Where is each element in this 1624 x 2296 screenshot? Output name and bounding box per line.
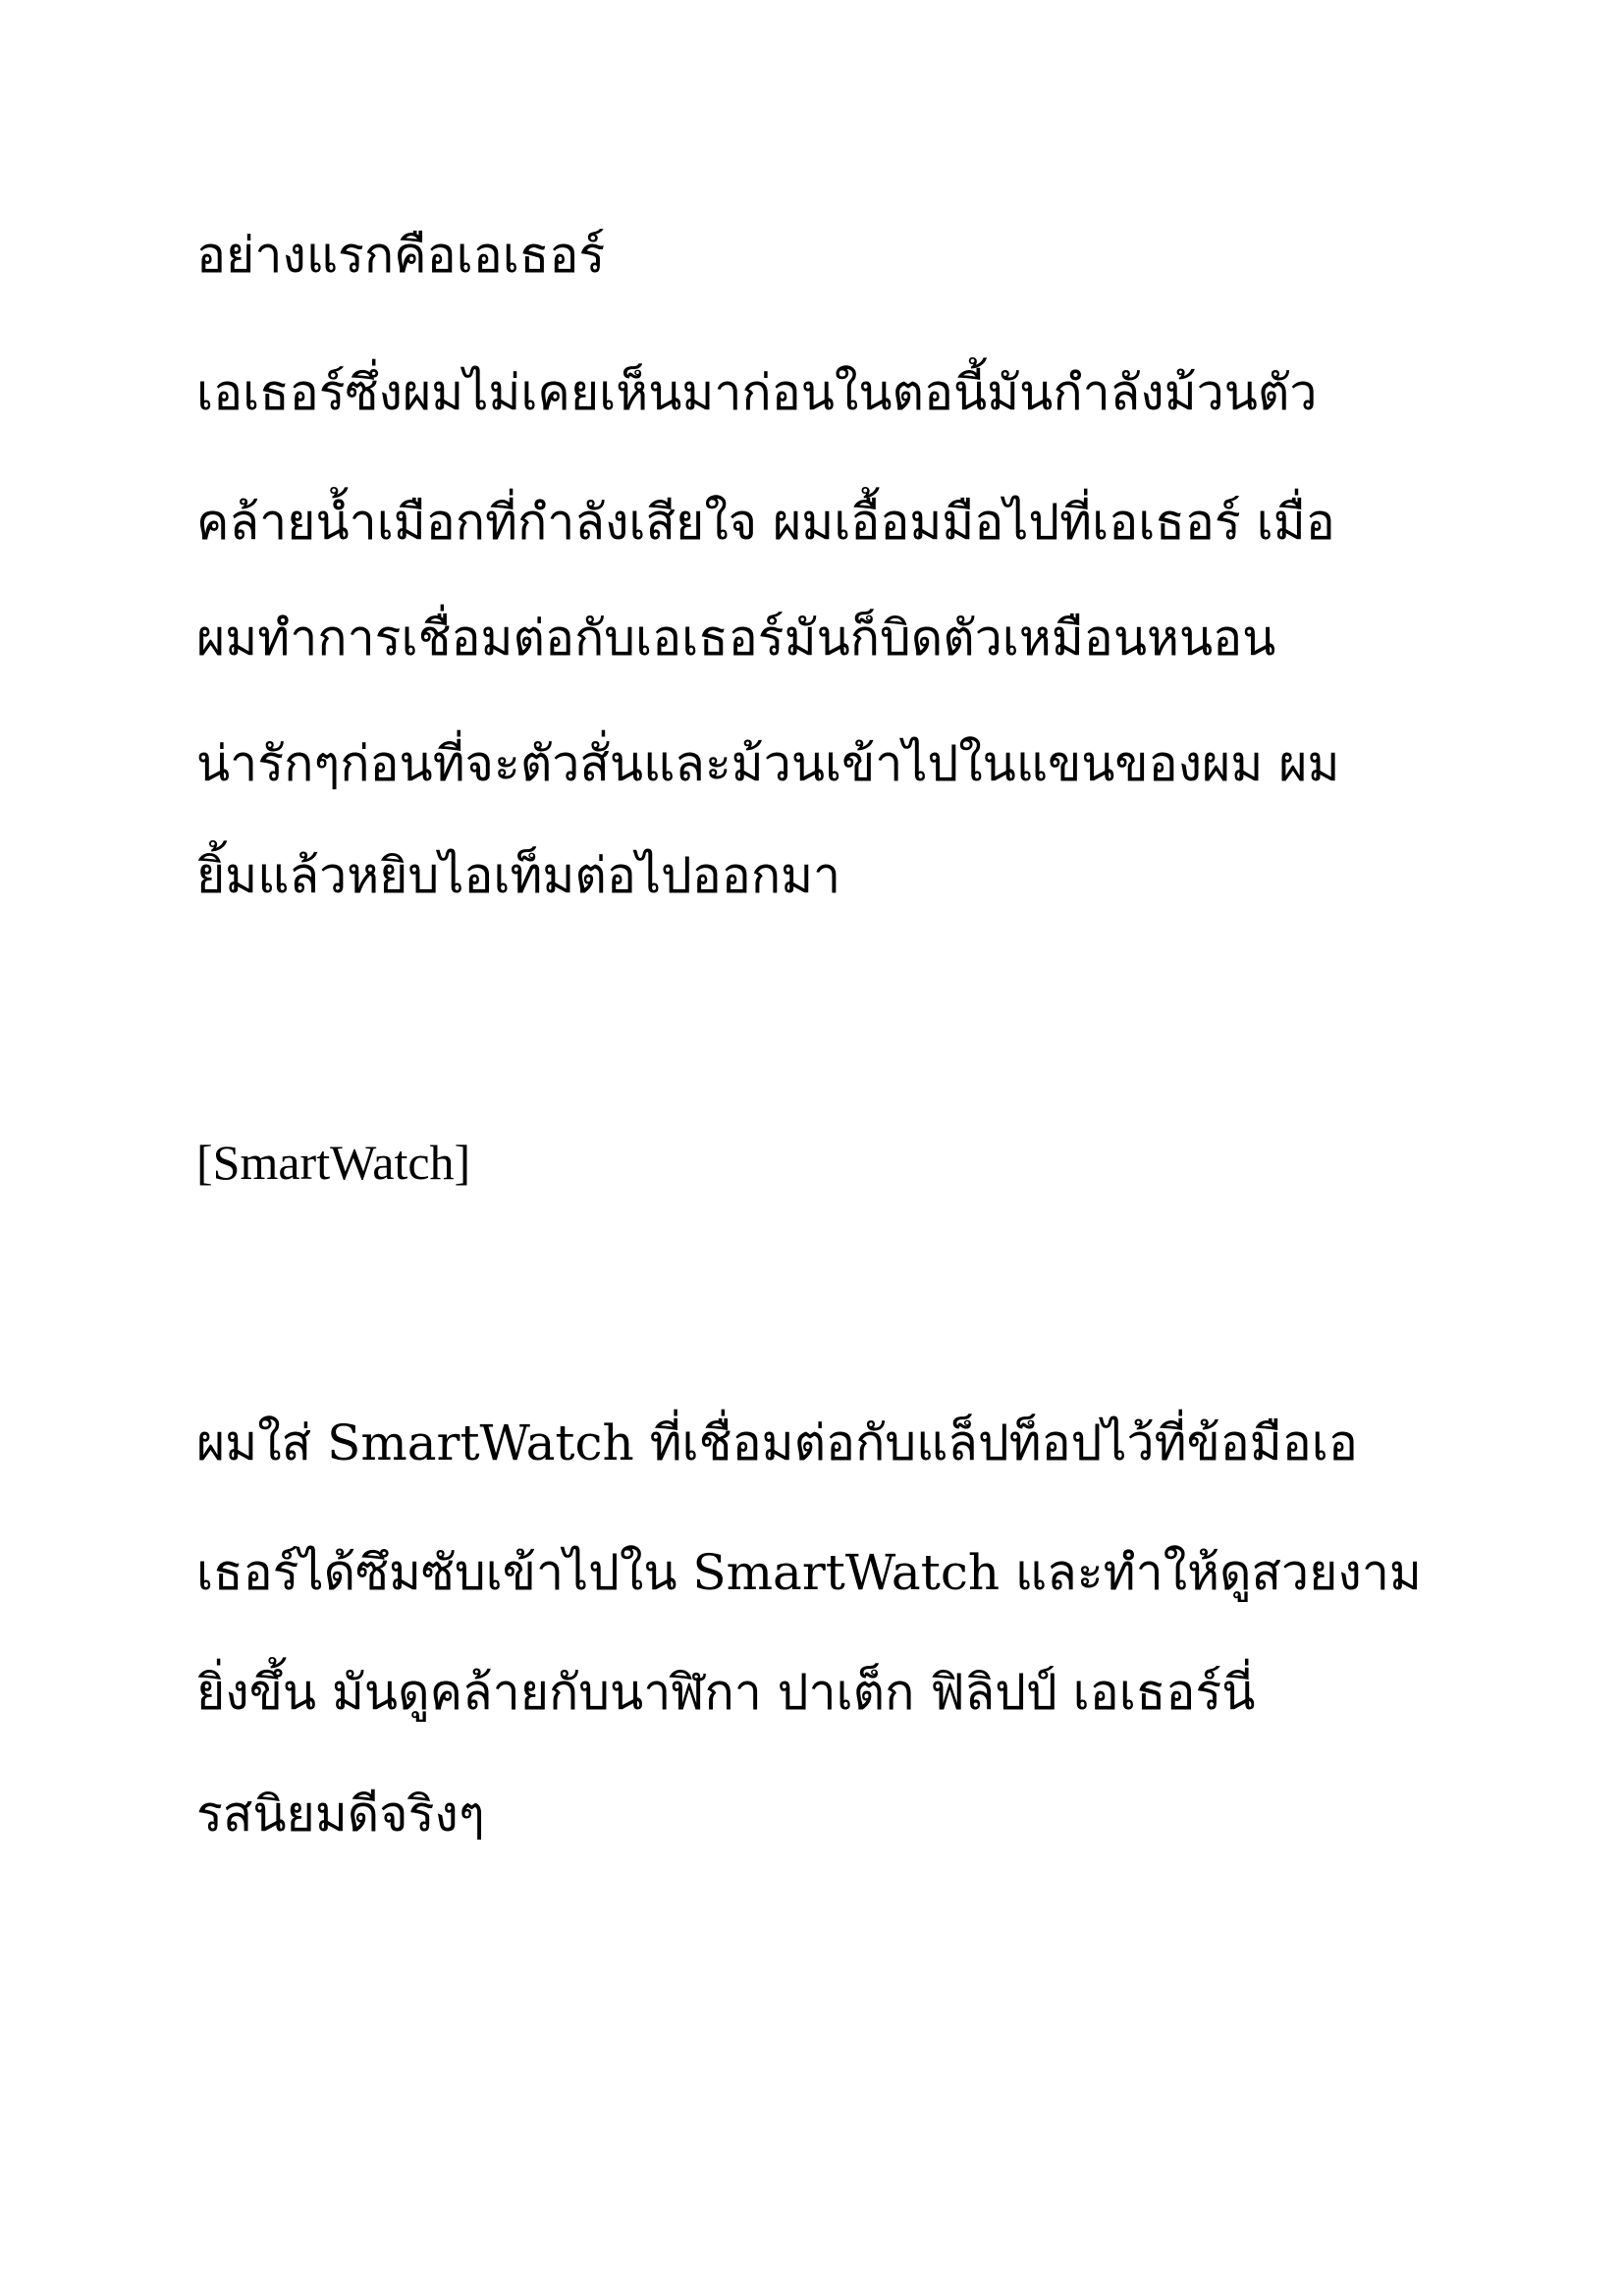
paragraph-1-line-4: น่ารักๆก่อนที่จะตัวสั่นและม้วนเข้าไปในแขนของผม ผม — [196, 735, 1340, 792]
paragraph-1-line-3: ผมทำการเชื่อมต่อกับเอเธอร์มันก็บิดตัวเหมือนหนอน — [196, 610, 1276, 667]
paragraph-1-line-1: เอเธอร์ซึ่งผมไม่เคยเห็นมาก่อนในตอนี้มันกำลังม้วนตัว — [196, 364, 1318, 421]
paragraph-1-line-5: ยิ้มแล้วหยิบไอเท็มต่อไปออกมา — [196, 847, 841, 904]
paragraph-2-line-2: เธอร์ได้ซึมซับเข้าไปใน SmartWatch และทำให้ดูสวยงาม — [196, 1544, 1422, 1601]
paragraph-2-line-4: รสนิยมดีจริงๆ — [196, 1786, 485, 1842]
section-heading-smartwatch: [SmartWatch] — [196, 1135, 471, 1190]
paragraph-1-line-2: คล้ายน้ำเมือกที่กำลังเสียใจ ผมเอื้อมมือไปที่เอเธอร์ เมื่อ — [196, 494, 1335, 551]
section-heading-ether: อย่างแรกคือเอเธอร์ — [196, 227, 606, 284]
paragraph-2-line-3: ยิ่งขึ้น มันดูคล้ายกับนาฬิกา ปาเต็ก ฟิลิปป์ เอเธอร์นี่ — [196, 1664, 1256, 1721]
paragraph-2-line-1: ผมใส่ SmartWatch ที่เชื่อมต่อกับแล็ปท็อปไว้ที่ข้อมือเอ — [196, 1415, 1358, 1471]
